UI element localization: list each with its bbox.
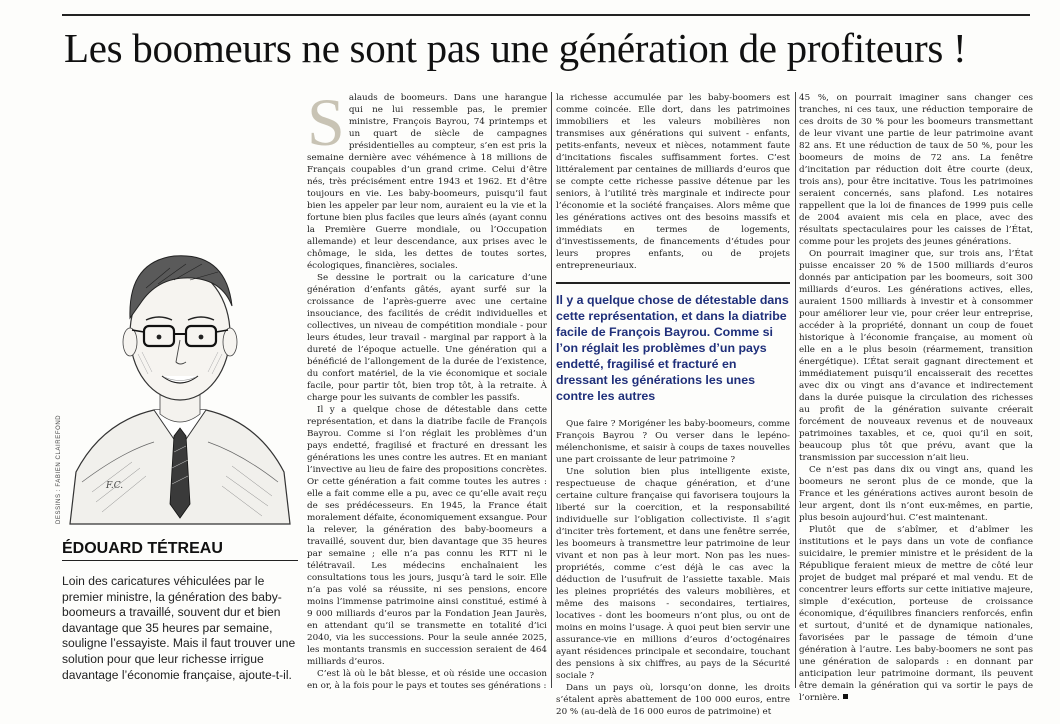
column-divider xyxy=(795,92,796,688)
author-name: ÉDOUARD TÉTREAU xyxy=(62,540,223,557)
paragraph: Que faire ? Morigéner les baby-boomeurs, comme François Bayrou ? Ou verser dans le lepéno-mélenchonisme, et saisir à coups de taxes nouvelles une part croissante de leur patrimoine ? xyxy=(556,419,790,465)
paragraph: Il y a quelque chose de détestable dans cette représentation, et dans la diatribe facile de François Bayrou. Comme si l’on réglait les problèmes d’un pays endetté, fragilisé et fracturé en dressant les générations les unes contre les autres. Et en maniant l’invective au lieu de faire des propositions concrètes. Or cette génération a fait comme toutes les autres : elle a fait comme elle a pu, avec ce qu’elle avait reçu de ses prédécesseurs. En 1945, la France était moralement défaite, économiquement exsangue. Pour la relever, la génération des baby-boomeurs a travaillé, souvent dur, bien davantage que 35 heures par semaine ; elle n’a pas connu les RTT ni le télétravail. Les médecins enchaînaient les consultations tous les jours, jusqu’à tard le soir. Elle n’a pas volé sa réussite, ni ses pensions, encore moins l’immense patrimoine ainsi constitué, estimé à 9 000 milliards d’euros par la Fondation Jean Jaurès, en attendant qu’il se transmette en totalité d’ici 2040, via les successions. Pour la seule année 2025, les montants transmis en succession seraient de 464 milliards d’euros. xyxy=(307,405,547,667)
paragraph-text: Plutôt que de s’abîmer, et d’abîmer les institutions et le pays dans un vote de confiance suicidaire, le premier ministre et le président de la République feraient mieux de mettre de côté leur projet de budget mal préparé et mal vendu. Et de concentrer leurs efforts sur cette initiative majeure, simple d’exécution, porteuse de croissance économique, d’équilibres financiers renforcés, enfin et surtout, d’unité et de dynamique nationales, favorisées par le passage de témoin d’une génération à l’autre. Les baby-boomers ne sont pas une génération de salopards : en donnant par anticipation leur patrimoine dormant, ils peuvent être demain la génération qui va sortir le pays de l’ornière. xyxy=(799,525,1033,703)
article-column-3 xyxy=(799,92,1033,703)
standfirst: Loin des caricatures véhiculées par le premier ministre, la génération des baby-boomeurs a travaillé, souvent dur et bien davantage que 35 heures par semaine, souligne l’essayiste. Mais il faut trouver une solution pour que leur richesse irrigue davantage l’économie française, ajoute-t-il. xyxy=(62,574,296,682)
author-portrait-illustration xyxy=(62,92,298,524)
paragraph: Une solution bien plus intelligente existe, respectueuse de chaque génération, et d’une certaine culture française qui favorisera toujours la liberté sur la coercition, et la responsabilité individuelle sur l’obligation collectiviste. Il s’agit d’inciter très fortement, et dans une fenêtre serrée, les boomeurs à transmettre leur patrimoine de leur vivant et non pas à leur mort. Non pas les nues-propriétés, comme c’est déjà le cas avec la déduction de l’usufruit de l’assiette taxable. Mais les pleines propriétés des valeurs mobilières, et même des maisons - secondaires, tertiaires, locatives - dont les boomeurs n’ont plus, ou ont de moins en moins l’usage. À quoi peut bien servir une assurance-vie en millions d’euros d’octogénaires ayant résidences principale et secondaire, touchant des pensions à six chiffres, au pays de la Sécurité sociale ? xyxy=(556,467,790,681)
column-divider xyxy=(551,92,552,688)
pull-quote: Il y a quelque chose de détestable dans cette représentation, et dans la diatribe facile de François Bayrou. Comme si l’on réglait les problèmes d’un pays endetté, fragilisé et fracturé en dressant les générations les unes contre les autres xyxy=(556,282,790,404)
end-mark xyxy=(843,694,848,699)
paragraph: On pourrait imaginer que, sur trois ans, l’État puisse encaisser 20 % de 1500 milliards d’euros donnés par anticipation par les boomeurs, soit 300 milliards d’euros. Les générations actives, elles, auraient 1500 milliards à investir et à consommer pour améliorer leur vie, pour créer leur entreprise, accéder à la propriété, donnant un coup de fouet historique à l’économie française, au moment où elle en a le plus besoin (réarmement, transition énergétique). L’État serait gagnant directement et immédiatement puisqu’il encaisserait des recettes avec dix ou vingt ans d’avance et indirectement dans la durée puisque la circulation des richesses au profit de la génération suivante créerait forcément de nouveaux revenus et de nouveaux patrimoines taxables, et ce, quoi qu’il en soit, beaucoup plus tôt que prévu, avant que la transmission par succession n’ait lieu. xyxy=(799,249,1033,463)
paragraph: Ce n’est pas dans dix ou vingt ans, quand les boomeurs ne seront plus de ce monde, que la France et les générations actives auront besoin de leur argent, dont ils n’ont eux-mêmes, en partie, plus besoin aujourd’hui. C’est maintenant. xyxy=(799,465,1033,523)
last-paragraph xyxy=(799,524,1033,704)
paragraph: 45 %, on pourrait imaginer sans changer ces tranches, ni ces taux, une réduction temporaire de ces droits de 30 % pour les boomeurs transmettant de leur vivant une partie de leur patrimoine avant 82 ans. Et une réduction de taux de 50 %, pour les boomeurs de moins de 72 ans. La fenêtre d’incitation par réduction doit être courte (deux, trois ans), pour être incitative. Tous les patrimoines seraient concernés, sans plafond. Les notaires rappellent que la loi de finances de 1999 puis celle de 2004 avaient mis cela en place, avec des résultats spectaculaires pour les caisses de l’État, comme pour les projets des jeunes générations. xyxy=(799,93,1033,247)
paragraph: la richesse accumulée par les baby-boomers est comme coincée. Elle dort, dans les patrimoines immobiliers et les valeurs mobilières non transmises aux générations qui suivent - enfants, petits-enfants, neveux et nièces, notamment faute d’incitations fiscales suffisamment fortes. C’est littéralement par centaines de milliards d’euros que se compte cette richesse passive détenue par les seniors, à l’utilité très marginale et indirecte pour l’économie et la société françaises. Alors même que les générations actives ont des besoins massifs et immédiats en termes de logements, d’investissements, de financements d’études pour leurs propres enfants, ou de projets entrepreneuriaux. xyxy=(556,93,790,271)
top-rule xyxy=(62,14,1030,16)
illustrator-signature: F.C. xyxy=(106,481,124,491)
paragraph: Dans un pays où, lorsqu’on donne, les droits s’étalent après abattement de 100 000 euros, entre 20 % (au-delà de 16 000 euros de patrimoine) et xyxy=(556,683,790,717)
paragraph: Se dessine le portrait ou la caricature d’une génération d’enfants gâtés, ayant surfé sur la croissance de l’après-guerre avec une certaine insouciance, des facilités de crédit individuelles et collectives, un niveau de compétition mondiale - pour leurs études, leur travail - marginal par rapport à la dureté de l’époque actuelle. Une génération qui a bénéficié de l’allongement de la durée de l’existence, du confort matériel, de la vie économique et sociale facile, pour partir tôt, bien trop tôt, à la retraite. À charge pour les suivants de combler les passifs. xyxy=(307,273,547,403)
illustration-credit: DESSINS : FABIEN CLAIREFOND xyxy=(56,414,62,524)
article-column-1 xyxy=(307,84,547,691)
paragraph: alauds de boomeurs. Dans une harangue qui ne lui ressemble pas, le premier ministre, François Bayrou, 74 printemps et un quart de siècle de campagnes présidentielles au compteur, s’en est pris la semaine dernière avec véhémence à 18 millions de Français coupables d’un grand crime. Celui d’être nés, très précisément entre 1943 et 1962. Et d’être toujours en vie. Les baby-boomeurs, puisqu’il faut bien les appeler par leur nom, auraient eu la vie et la fortune bien plus faciles que leurs aînés (ayant connu la Première Guerre mondiale, ou l’Occupation allemande) et leur descendance, aux prises avec le chômage, le sida, les dettes de toutes sortes, écologiques, financières, sociales. xyxy=(307,93,547,271)
paragraph: C’est là où le bât blesse, et où réside une occasion en or, à la fois pour le pays et toutes ses générations : xyxy=(307,669,547,691)
headline: Les boomeurs ne sont pas une génération de profiteurs ! xyxy=(64,25,967,71)
author-rule xyxy=(62,560,298,561)
article-column-2 xyxy=(556,92,790,717)
drop-cap: S xyxy=(307,84,345,160)
author-sidebar xyxy=(56,92,298,692)
